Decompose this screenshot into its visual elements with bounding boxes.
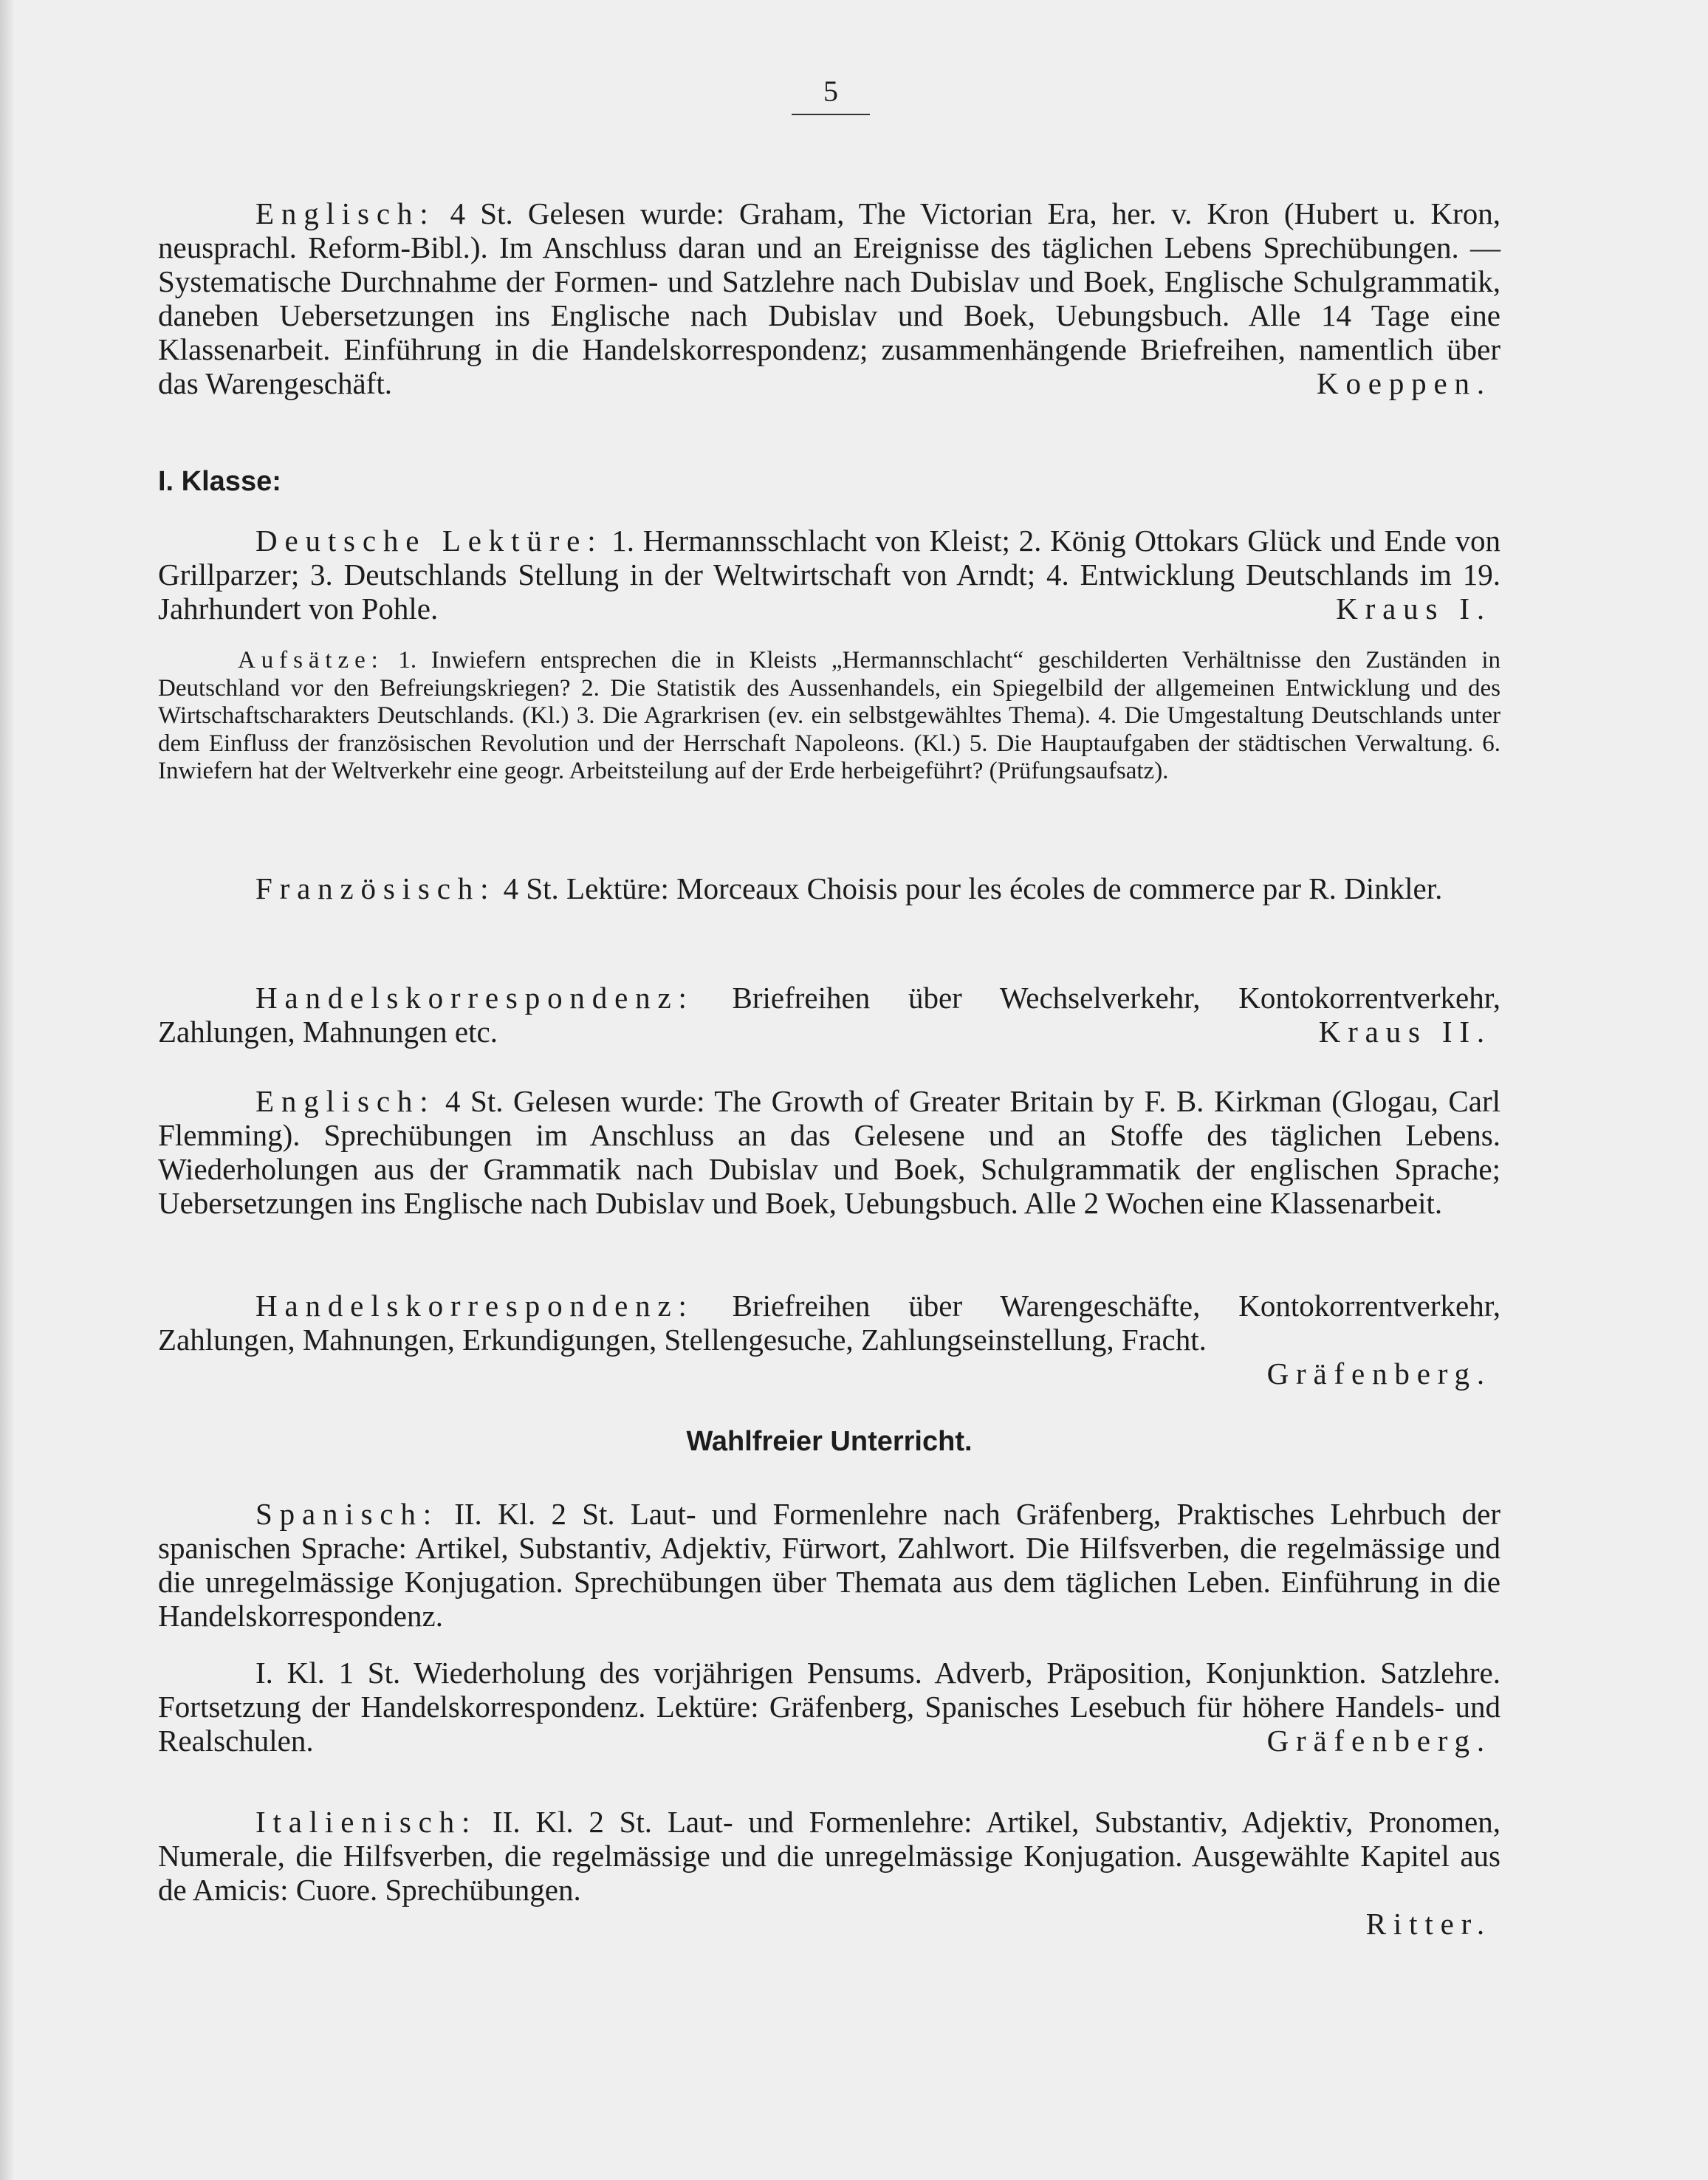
subject-label: Englisch: (255, 1084, 436, 1118)
paragraph-text: 4 St. Gelesen wurde: The Growth of Greater Britain by F. B. Kirkman (Glogau, Carl Flemming). Sprechübungen im Anschluss an das Gelesene und an Stoffe des täglichen Lebens. Wiederholungen aus der Grammatik nach Dubislav und Boek, Schulgrammatik der englischen Sprache; Uebersetzungen ins Englische nach Dubislav und Boek, Uebungsbuch. Alle 2 Wochen eine Klassenarbeit. (158, 1084, 1500, 1220)
subject-label: Italienisch: (255, 1805, 478, 1839)
subject-label: Spanisch: (255, 1497, 439, 1531)
class-heading: I. Klasse: (158, 466, 281, 497)
section-handelskorrespondenz-1 (158, 981, 1500, 1049)
page-number: 5 (823, 75, 838, 108)
section-deutsche-lektuere (158, 524, 1500, 625)
section-handelskorrespondenz-2 (158, 1289, 1500, 1391)
paragraph-text: II. Kl. 2 St. Laut- und Formenlehre nach Gräfenberg, Praktisches Lehrbuch der spanischen Sprache: Artikel, Substantiv, Adjektiv, Fürwort, Zahlwort. Die Hilfsverben, die regelmässige und die unregelmässige Konjugation. Sprechübungen über Themata aus dem täglichen Leben. Einführung in die Handelskorrespondenz. (158, 1497, 1500, 1633)
paragraph (158, 981, 1500, 1049)
paragraph (158, 1805, 1500, 1907)
paragraph-text: 1. Inwiefern entsprechen die in Kleists „Hermannschlacht“ geschilderten Verhältnisse den Zuständen in Deutschland vor den Befreiungskriegen? 2. Die Statistik des Aussenhandels, ein Spiegelbild der allgemeinen Entwicklung und des Wirtschaftscharakters Deutschlands. (Kl.) 3. Die Agrarkrisen (ev. ein selbstgewähltes Thema). 4. Die Umgestaltung Deutschlands unter dem Einfluss der französischen Revolution und der Herrschaft Napoleons. (Kl.) 5. Die Hauptaufgaben der städtischen Verwaltung. 6. Inwiefern hat der Weltverkehr eine geogr. Arbeitsteilung auf der Erde herbeigeführt? (Prüfungsaufsatz). (158, 647, 1500, 784)
page-left-edge (0, 0, 13, 2180)
section-heading-wahlfreier: Wahlfreier Unterricht. (686, 1426, 973, 1457)
paragraph (158, 871, 1500, 905)
teacher-signature: Koeppen. (1317, 366, 1492, 400)
paragraph (158, 196, 1500, 400)
paragraph (158, 647, 1500, 786)
page-number-rule (792, 114, 870, 115)
subject-label: Handelskorrespondenz: (255, 1289, 694, 1323)
paragraph-text: 4 St. Lektüre: Morceaux Choisis pour les écoles de commerce par R. Dinkler. (495, 871, 1443, 905)
teacher-signature: Kraus I. (1336, 592, 1492, 625)
subject-label: Englisch: (255, 196, 436, 230)
paragraph (158, 1289, 1500, 1357)
subject-label: Französisch: (255, 871, 496, 905)
section-franzoesisch (158, 871, 1500, 905)
paragraph-text: 1. Hermannsschlacht von Kleist; 2. König Ottokars Glück und Ende von Grillparzer; 3. Deutschlands Stellung in der Weltwirtschaft von Arndt; 4. Entwicklung Deutschlands im 19. Jahrhundert von Pohle. (158, 524, 1500, 625)
section-spanisch (158, 1497, 1500, 1633)
paragraph-text: I. Kl. 1 St. Wiederholung des vorjährigen Pensums. Adverb, Präposition, Konjunktion. Satzlehre. Fortsetzung der Handelskorrespondenz. Lektüre: Gräfenberg, Spanisches Lesebuch für höhere Handels- und Realschulen. (158, 1656, 1500, 1758)
paragraph-text: II. Kl. 2 St. Laut- und Formenlehre: Artikel, Substantiv, Adjektiv, Pronomen, Numerale, die Hilfsverben, die regelmässige und die unregelmässige Konjugation. Ausgewählte Kapitel aus de Amicis: Cuore. Sprechübungen. (158, 1805, 1500, 1907)
section-englisch-i (158, 1084, 1500, 1220)
section-spanisch-i (158, 1656, 1500, 1758)
paragraph (158, 1497, 1500, 1633)
paragraph-text: Briefreihen über Wechselverkehr, Kontokorrentverkehr, Zahlungen, Mahnungen etc. (158, 981, 1500, 1049)
subject-label: Handelskorrespondenz: (255, 981, 694, 1015)
subject-label: Aufsätze: (238, 647, 384, 673)
section-aufsaetze (158, 647, 1500, 786)
section-englisch-ii (158, 196, 1500, 400)
paragraph (158, 1656, 1500, 1758)
paragraph (158, 524, 1500, 625)
teacher-signature: Gräfenberg. (1266, 1724, 1492, 1758)
teacher-signature: Kraus II. (1318, 1015, 1492, 1049)
paragraph-text: 4 St. Gelesen wurde: Graham, The Victorian Era, her. v. Kron (Hubert u. Kron, neusprachl. Reform-Bibl.). Im Anschluss daran und an Ereignisse des täglichen Lebens Sprechübungen. — Systematische Durchnahme der Formen- und Satzlehre nach Dubislav und Boek, Englische Schulgrammatik, daneben Uebersetzungen ins Englische nach Dubislav und Boek, Uebungsbuch. Alle 14 Tage eine Klassenarbeit. Einführung in die Handelskorrespondenz; zusammenhängende Briefreihen, namentlich über das Warengeschäft. (158, 196, 1500, 400)
paragraph-text: Briefreihen über Warengeschäfte, Kontokorrentverkehr, Zahlungen, Mahnungen, Erkundigungen, Stellengesuche, Zahlungseinstellung, Fracht. (158, 1289, 1500, 1357)
paragraph (158, 1084, 1500, 1220)
teacher-signature: Ritter. (1365, 1907, 1492, 1941)
teacher-signature: Gräfenberg. (1266, 1357, 1492, 1391)
section-italienisch (158, 1805, 1500, 1941)
subject-label: Deutsche Lektüre: (255, 524, 603, 558)
